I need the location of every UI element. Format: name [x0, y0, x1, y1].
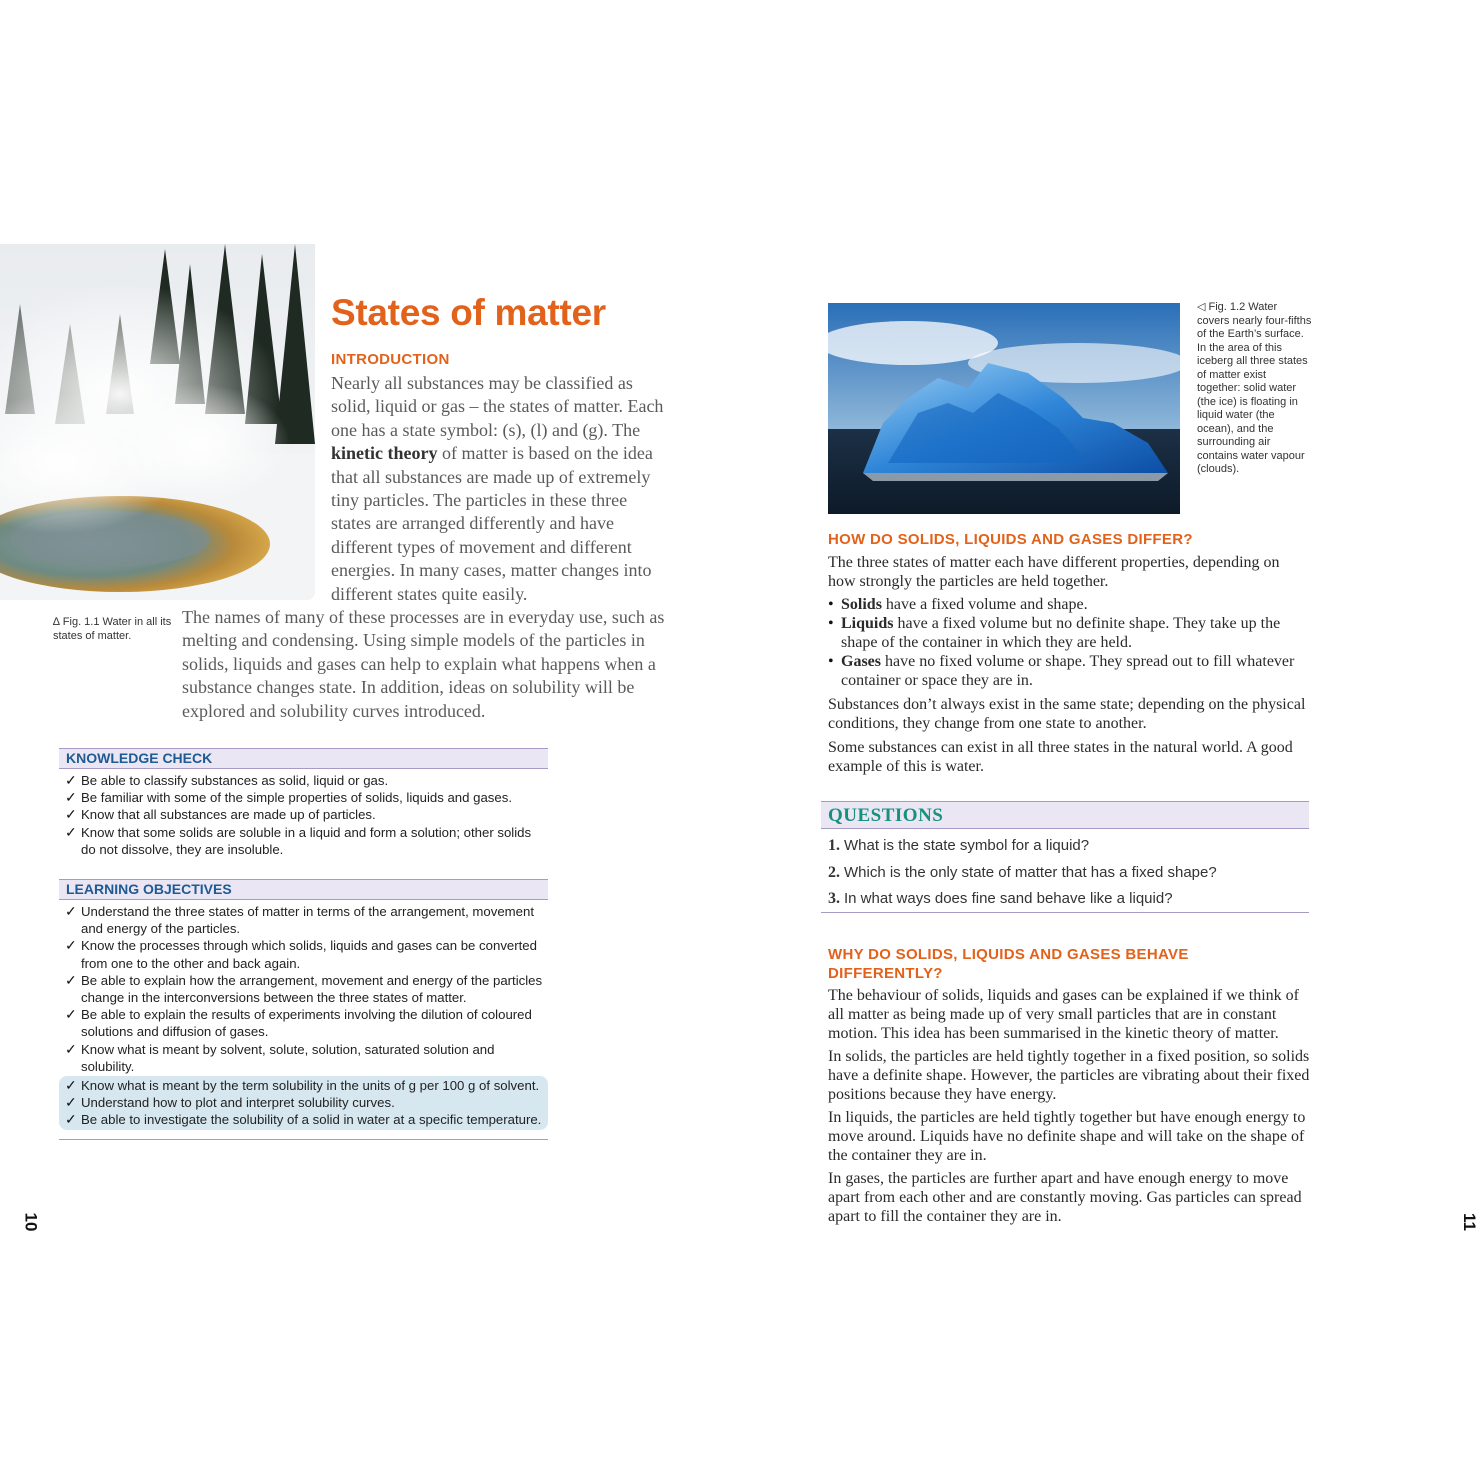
check-icon: ✓ — [65, 823, 77, 840]
figure-2-image — [828, 303, 1180, 514]
behave-paragraph: The behaviour of solids, liquids and gases can be explained if we think of all matter as being made up of very small particles that are in constant motion. This idea has been summarised in the kinetic theory of matter. — [828, 987, 1299, 1042]
check-icon: ✓ — [65, 903, 77, 919]
check-icon: ✓ — [65, 1006, 77, 1023]
bullet-icon: • — [828, 596, 834, 613]
check-icon: ✓ — [65, 772, 77, 788]
list-item: ✓ Be able to explain how the arrangement, movement and energy of the particles change in the interconversions between the three states of matter. — [65, 971, 543, 1006]
list-item: ✓ Know the processes through which solids, liquids and gases can be converted from one to the other and back again. — [65, 937, 537, 971]
states-bullet-list — [828, 595, 1311, 690]
list-item: ✓ Know that all substances are made up of particles. — [65, 806, 376, 823]
page-number-left: 10 — [21, 1212, 41, 1232]
behave-paragraph: In gases, the particles are further apart and have enough energy to move apart from each other and are constantly moving. Gas particles can spread apart to fill the container they are in. — [828, 1170, 1302, 1225]
behave-paragraph: In liquids, the particles are held tightly together but have enough energy to move around. Liquids have no definite shape and will take on the shape of the container they are in. — [828, 1109, 1306, 1164]
list-item: • Liquids have a fixed volume but no definite shape. They take up the shape of the container in which they are held. — [828, 615, 1281, 651]
knowledge-check-box — [59, 748, 548, 858]
behave-section — [828, 986, 1311, 1226]
knowledge-check-heading: KNOWLEDGE CHECK — [59, 748, 548, 769]
questions-heading: QUESTIONS — [821, 801, 1309, 829]
check-icon: ✓ — [65, 1094, 77, 1111]
learning-objectives-heading: LEARNING OBJECTIVES — [59, 879, 548, 900]
figure-1-image — [0, 244, 315, 600]
list-item: ✓ Know what is meant by solvent, solute, solution, saturated solution and solubility. — [65, 1040, 495, 1074]
check-icon: ✓ — [65, 806, 77, 823]
check-icon: ✓ — [65, 937, 77, 954]
question-item: 2. Which is the only state of matter that has a fixed shape? — [828, 863, 1217, 881]
list-item: ✓ Understand how to plot and interpret solubility curves. — [65, 1094, 395, 1111]
learning-objectives-list — [59, 903, 548, 1075]
list-item: • Gases have no fixed volume or shape. They spread out to fill whatever container or space they are in. — [828, 653, 1295, 689]
behave-heading: WHY DO SOLIDS, LIQUIDS AND GASES BEHAVE DIFFERENTLY? — [828, 946, 1189, 982]
page-title: States of matter — [331, 292, 606, 333]
list-item: ✓ Know what is meant by the term solubility in the units of g per 100 g of solvent. — [65, 1077, 540, 1094]
kinetic-theory-term: kinetic theory — [331, 443, 438, 464]
check-icon: ✓ — [65, 789, 77, 806]
differ-paragraph-2: Substances don’t always exist in the same state; depending on the physical conditions, they change from one state to another. — [828, 696, 1306, 732]
intro-heading: INTRODUCTION — [331, 351, 450, 368]
check-icon: ✓ — [65, 1040, 77, 1057]
figure-1-caption: ∆ Fig. 1.1 Water in all its states of matter. — [53, 616, 172, 642]
question-item: 1. What is the state symbol for a liquid? — [828, 837, 1090, 854]
check-icon: ✓ — [65, 1077, 77, 1094]
divider — [59, 1139, 548, 1140]
bullet-icon: • — [828, 653, 834, 670]
questions-list — [828, 836, 1309, 916]
list-item: ✓ Be familiar with some of the simple properties of solids, liquids and gases. — [65, 789, 512, 806]
list-item: • Solids have a fixed volume and shape. — [828, 596, 1088, 613]
list-item: ✓ Know that some solids are soluble in a liquid and form a solution; other solids do not dissolve, they are insoluble. — [65, 823, 532, 857]
behave-paragraph: In solids, the particles are held tightly together in a fixed position, so solids have a definite shape. However, the particles are vibrating about their fixed positions because they have energy. — [828, 1048, 1310, 1103]
differ-heading: HOW DO SOLIDS, LIQUIDS AND GASES DIFFER? — [828, 531, 1193, 548]
differ-paragraph-3: Some substances can exist in all three states in the natural world. A good example of this is water. — [828, 739, 1293, 775]
figure-2-caption: ◁ Fig. 1.2 Water covers nearly four-fifths of the Earth’s surface. In the area of this iceberg all three states of matter exist together: solid water (the ice) is floating in liquid water (the ocean), and the surrounding air contains water vapour (clouds). — [1197, 301, 1312, 475]
differ-section — [828, 553, 1311, 776]
list-item: ✓ Be able to investigate the solubility of a solid in water at a specific temperature. — [65, 1111, 542, 1128]
check-icon: ✓ — [65, 1111, 77, 1128]
bullet-icon: • — [828, 615, 834, 632]
check-icon: ✓ — [65, 971, 77, 988]
question-item: 3. In what ways does fine sand behave like a liquid? — [828, 890, 1173, 908]
knowledge-check-list — [59, 772, 548, 858]
differ-intro: The three states of matter each have different properties, depending on how strongly the particles are held together. — [828, 554, 1280, 590]
intro-paragraph-1: Nearly all substances may be classified as solid, liquid or gas – the states of matter. Each one has a state symbol: (s), (l) and (g). The kinetic theory of matter is based on the idea that all substances are made up of extremely tiny particles. The particles in these three states are arranged differently and have different types of movement and different energies. In many cases, matter changes into different states quite easily. — [331, 373, 664, 604]
divider — [821, 912, 1309, 913]
list-item: ✓ Understand the three states of matter in terms of the arrangement, movement and energy of the particles. — [65, 903, 534, 937]
page-number-right: 11 — [1459, 1213, 1479, 1231]
intro-paragraph-2: The names of many of these processes are in everyday use, such as melting and condensing. Using simple models of the particles in solids, liquids and gases can help to explain what happens when a substance changes state. In addition, ideas on solubility will be explored and solubility curves introduced. — [182, 607, 665, 721]
list-item: ✓ Be able to classify substances as solid, liquid or gas. — [65, 772, 389, 788]
list-item: ✓ Be able to explain the results of experiments involving the dilution of coloured solutions and diffusion of gases. — [65, 1006, 532, 1040]
learning-objectives-box — [59, 879, 548, 1140]
highlighted-objectives — [59, 1076, 548, 1130]
